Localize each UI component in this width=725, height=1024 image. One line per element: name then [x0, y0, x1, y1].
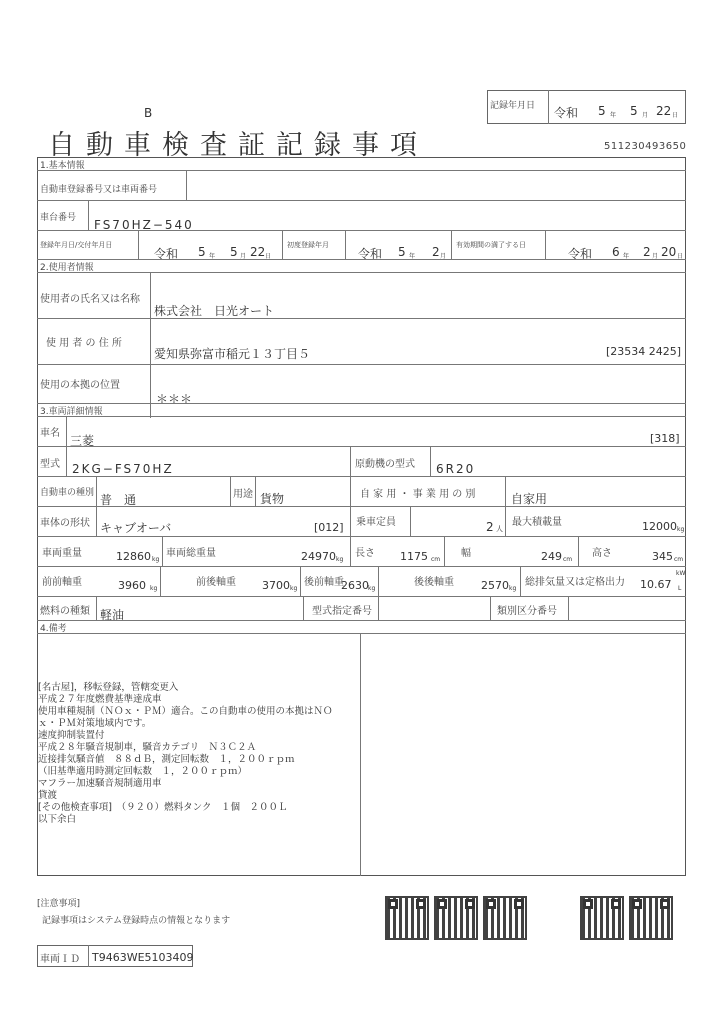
rear-front-axle-unit: kg — [368, 585, 376, 592]
first-reg-year-unit: 年 — [409, 253, 416, 260]
first-reg-label: 初度登録年月 — [287, 241, 329, 249]
engine-label: 原動機の型式 — [355, 459, 415, 470]
width-label: 幅 — [461, 548, 471, 559]
expiry-day-unit: 日 — [677, 253, 684, 260]
displacement-unit-kw: kW — [676, 570, 686, 577]
document-number: 511230493650 — [604, 141, 687, 152]
usage-base: ＊＊＊ — [156, 392, 193, 406]
reg-date-day-unit: 日 — [265, 253, 272, 260]
qr-code-icon — [434, 896, 478, 940]
remarks-line: [その他検査事項] （９２０）燃料タンク １個 ２００Ｌ — [38, 802, 288, 813]
make: 三菱 — [70, 434, 95, 448]
make-code: [318] — [650, 432, 680, 445]
qr-code-icon — [385, 896, 429, 940]
reg-number-label: 自動車登録番号又は車両番号 — [40, 185, 158, 195]
length-label: 長さ — [355, 548, 375, 559]
reg-date-year-unit: 年 — [209, 253, 216, 260]
remarks-line: （旧基準適用時測定回転数 １，２００ｒｐｍ） — [38, 766, 248, 777]
make-label: 車名 — [40, 428, 60, 439]
displacement: 10.67 — [640, 578, 672, 591]
remarks-line: マフラー加速騒音規制適用車 — [38, 778, 162, 789]
reg-date-day: 22 — [250, 245, 266, 259]
front-rear-axle: 3700 — [262, 579, 290, 592]
remarks-line: 平成２８年騒音規制車，騒音カテゴリ Ｎ３Ｃ２Ａ — [38, 742, 257, 753]
user-name: 株式会社 日光オート — [154, 304, 275, 318]
expiry-day: 20 — [661, 245, 677, 259]
first-reg-month-unit: 月 — [440, 253, 447, 260]
user-address: 愛知県弥富市稲元１３丁目５ — [154, 347, 311, 361]
weight: 12860 — [116, 550, 151, 563]
notice-label: [注意事項] — [37, 899, 81, 909]
section-basic: 1.基本情報 — [40, 161, 85, 171]
max-load-unit: kg — [677, 526, 685, 533]
first-reg-year: 5 — [398, 245, 406, 259]
user-address-label: 使 用 者 の 住 所 — [46, 338, 122, 349]
rear-rear-axle-label: 後後軸重 — [414, 577, 454, 588]
displacement-unit-l: L — [678, 585, 682, 592]
usage-base-label: 使用の本拠の位置 — [40, 380, 120, 391]
kind: 普 通 — [100, 493, 137, 507]
width: 249 — [541, 550, 562, 563]
record-date-year-unit: 年 — [610, 112, 617, 119]
rear-front-axle-label: 後前軸重 — [304, 577, 344, 588]
record-date-label: 記録年月日 — [490, 101, 536, 111]
length-unit: cm — [431, 556, 441, 563]
model-label: 型式 — [40, 459, 60, 470]
expiry-era: 令和 — [568, 247, 593, 261]
record-date-day-unit: 日 — [672, 112, 679, 119]
front-rear-axle-label: 前後軸重 — [196, 577, 236, 588]
remarks-line: 使用車種規制（ＮＯｘ・ＰＭ）適合。この自動車の使用の本拠はＮＯ — [38, 706, 333, 717]
vehicle-id-label: 車両ＩＤ — [40, 954, 80, 965]
weight-label: 車両重量 — [42, 548, 82, 559]
record-date-month-unit: 月 — [642, 112, 649, 119]
remarks-line: 速度抑制装置付 — [38, 730, 105, 741]
user-name-label: 使用者の氏名又は名称 — [40, 294, 140, 305]
expiry-month: 2 — [643, 245, 651, 259]
record-date-month: 5 — [630, 104, 638, 118]
use: 貨物 — [260, 492, 285, 506]
chassis-label: 車台番号 — [40, 213, 77, 223]
kind-label: 自動車の種別 — [40, 488, 95, 498]
front-front-axle-label: 前前軸重 — [42, 577, 82, 588]
use-label: 用途 — [233, 489, 253, 500]
max-load-label: 最大積載量 — [512, 517, 562, 528]
remarks-line: 貸渡 — [38, 790, 58, 801]
record-date-era: 令和 — [554, 106, 579, 120]
type-designation-label: 型式指定番号 — [312, 606, 372, 617]
record-date-day: 22 — [656, 104, 672, 118]
expiry-month-unit: 月 — [652, 253, 659, 260]
remarks-line: 以下余白 — [38, 814, 77, 825]
reg-date-month: 5 — [230, 245, 238, 259]
remarks-line: 近接排気騒音値 ８８ｄＢ，測定回転数 １，２００ｒｐｍ — [38, 754, 295, 765]
section-remarks: 4.備考 — [40, 624, 67, 634]
front-rear-axle-unit: kg — [290, 585, 298, 592]
height-unit: cm — [674, 556, 684, 563]
reg-date-month-unit: 月 — [240, 253, 247, 260]
record-date-year: 5 — [598, 104, 606, 118]
notice-text: 記録事項はシステム登録時点の情報となります — [42, 916, 231, 926]
gross-weight-label: 車両総重量 — [166, 548, 216, 559]
body-label: 車体の形状 — [40, 518, 90, 529]
rear-rear-axle-unit: kg — [509, 585, 517, 592]
capacity-label: 乗車定員 — [356, 517, 396, 528]
capacity-unit: 人 — [496, 525, 503, 533]
fuel: 軽油 — [100, 608, 125, 622]
displacement-label: 総排気量又は定格出力 — [525, 577, 625, 588]
document-title: 自動車検査証記録事項 — [48, 130, 428, 161]
qr-code-icon — [483, 896, 527, 940]
body-shape: キャブオーバ — [100, 521, 172, 535]
body-code: [012] — [314, 521, 344, 534]
reg-date-label: 登録年月日/交付年月日 — [40, 241, 113, 249]
chassis-number: FS70HZ−540 — [94, 218, 194, 232]
rear-front-axle: 2630 — [341, 579, 369, 592]
user-address-code: [23534 2425] — [606, 345, 682, 358]
height-label: 高さ — [592, 548, 612, 559]
class-label: 類別区分番号 — [497, 606, 557, 617]
gross-weight: 24970 — [301, 550, 336, 563]
vehicle-id: T9463WE5103409 — [92, 951, 194, 964]
width-unit: cm — [563, 556, 573, 563]
engine-model: 6R20 — [436, 462, 476, 476]
capacity: 2 — [486, 520, 494, 534]
weight-unit: kg — [152, 556, 160, 563]
remarks-line: [名古屋]，移転登録，管轄変更入 — [38, 682, 179, 693]
form-mark: B — [144, 106, 153, 120]
purpose-label: 自 家 用 ・ 事 業 用 の 別 — [360, 489, 476, 500]
expiry-year: 6 — [612, 245, 620, 259]
fuel-label: 燃料の種類 — [40, 606, 90, 617]
first-reg-era: 令和 — [358, 247, 383, 261]
expiry-label: 有効期間の満了する日 — [456, 241, 526, 249]
first-reg-month: 2 — [432, 245, 440, 259]
reg-date-era: 令和 — [154, 247, 179, 261]
front-front-axle: 3960 — [118, 579, 146, 592]
remarks-line: ｘ・ＰＭ対策地域内です。 — [38, 718, 152, 729]
length: 1175 — [400, 550, 428, 563]
expiry-year-unit: 年 — [623, 253, 630, 260]
front-front-axle-unit: kg — [150, 585, 158, 592]
qr-code-icon — [629, 896, 673, 940]
section-user: 2.使用者情報 — [40, 263, 94, 273]
reg-date-year: 5 — [198, 245, 206, 259]
purpose: 自家用 — [511, 492, 548, 506]
qr-code-icon — [580, 896, 624, 940]
max-load: 12000 — [642, 520, 677, 533]
remarks-list — [38, 682, 333, 826]
rear-rear-axle: 2570 — [481, 579, 509, 592]
gross-weight-unit: kg — [336, 556, 344, 563]
model: 2KG−FS70HZ — [72, 462, 174, 476]
remarks-line: 平成２７年度燃費基準達成車 — [38, 694, 162, 705]
height: 345 — [652, 550, 673, 563]
section-vehicle: 3.車両詳細情報 — [40, 407, 103, 417]
